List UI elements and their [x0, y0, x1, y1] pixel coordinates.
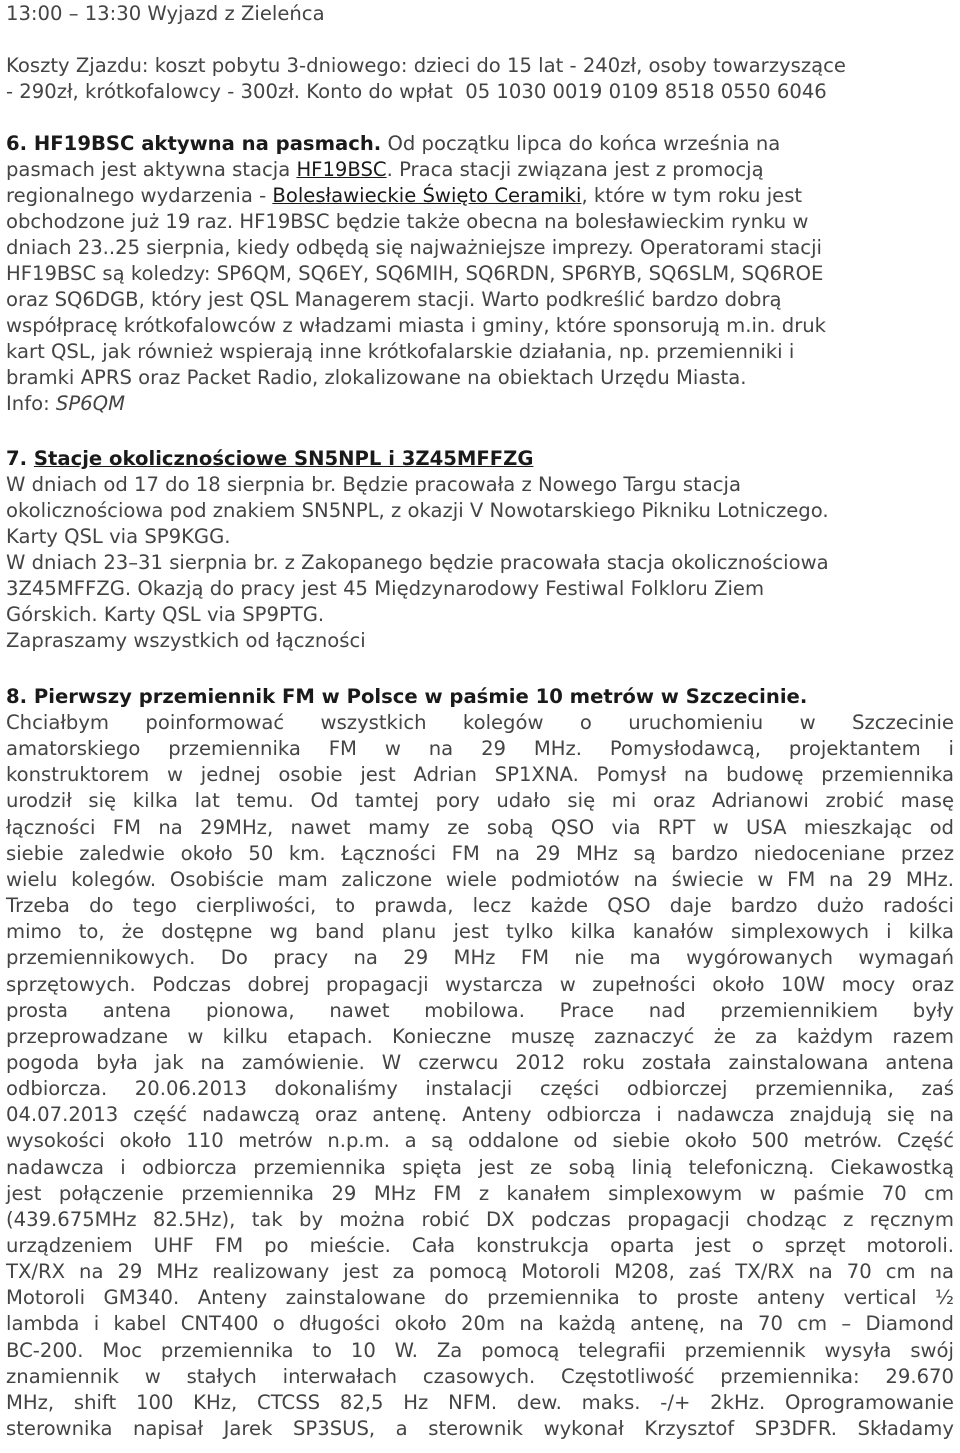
info-line: [6, 391, 125, 417]
section-7-number: 7.: [6, 447, 34, 470]
section-6-line-4: obchodzone już 19 raz. HF19BSC będzie także obecna na bolesławieckim rynku w: [6, 210, 809, 233]
section-8-line: urodził się kilka lat temu. Od tamtej pory udało się mi oraz Adrianowi zrobić masę: [6, 789, 954, 812]
section-6-line-10: bramki APRS oraz Packet Radio, zlokalizowane na obiektach Urzędu Miasta.: [6, 366, 747, 389]
costs-line-2: - 290zł, krótkofalowcy - 300zł. Konto do wpłat 05 1030 0019 0109 8518 0550 6046: [6, 80, 827, 103]
section-6-line-2: [6, 157, 764, 183]
section-7-line-6: Górskich. Karty QSL via SP9PTG.: [6, 603, 325, 626]
section-8-heading: 8. Pierwszy przemiennik FM w Polsce w paśmie 10 metrów w Szczecinie.: [6, 685, 808, 708]
section-8-line: 04.07.2013 część nadawczą oraz antenę. Anteny odbiorcza i nadawcza znajdują się na: [6, 1103, 954, 1126]
section-8-line: prosta antena pionowa, nawet mobilowa. Prace nad przemiennikiem były: [6, 999, 954, 1022]
section-6-text: . Praca stacji związana jest z promocją: [386, 158, 764, 181]
section-8-line: odbiorcza. 20.06.2013 dokonaliśmy instalacji części odbiorczej przemiennika, zaś: [6, 1077, 954, 1100]
costs-line-1: Koszty Zjazdu: koszt pobytu 3-dniowego: dzieci do 15 lat - 240zł, osoby towarzyszące: [6, 54, 846, 77]
section-7-line-4: W dniach 23–31 sierpnia br. z Zakopanego będzie pracowała stacja okolicznościowa: [6, 551, 829, 574]
section-8-line: sprzętowych. Podczas dobrej propagacji wystarcza w zupełności około 10W mocy oraz: [6, 973, 954, 996]
section-8-line: TX/RX na 29 MHz realizowany jest za pomocą Motoroli M208, zaś TX/RX na 70 cm na: [6, 1260, 954, 1283]
section-8-line: przemiennikowych. Do pracy na 29 MHz FM nie ma wygórowanych wymagań: [6, 946, 954, 969]
section-7-heading: [6, 446, 533, 472]
section-6-line-3: [6, 183, 802, 209]
section-7-line-7: Zapraszamy wszystkich od łączności: [6, 629, 366, 652]
section-6-text: , które w tym roku jest: [581, 184, 803, 207]
section-6-text: regionalnego wydarzenia -: [6, 184, 273, 207]
section-8-line: urządzeniem UHF FM po mieście. Cała konstrukcja oparta jest o sprzęt motoroli.: [6, 1234, 954, 1257]
section-8-line: amatorskiego przemiennika FM w na 29 MHz. Pomysłodawcą, projektantem i: [6, 737, 954, 760]
section-6-line-9: kart QSL, jak również wspierają inne krótkofalarskie działania, np. przemienniki i: [6, 340, 795, 363]
section-6-heading: 6. HF19BSC aktywna na pasmach.: [6, 132, 382, 155]
section-8-line: wysokości około 110 metrów n.p.m. a są oddalone od siebie około 500 metrów. Część: [6, 1129, 954, 1152]
section-8-line: Chciałbym poinformować wszystkich kolegów o uruchomieniu w Szczecinie: [6, 711, 954, 734]
section-8-line: wielu kolegów. Osobiście mam zaliczone wiele podmiotów na świecie w FM na 29 MHz.: [6, 868, 954, 891]
section-6-line-8: współpracę krótkofalowców z władzami miasta i gminy, które sponsorują m.in. druk: [6, 314, 827, 337]
info-label: Info:: [6, 392, 56, 415]
section-8-line: konstruktorem w jednej osobie jest Adrian SP1XNA. Pomysł na budowę przemiennika: [6, 763, 954, 786]
section-8-line: MHz, shift 100 KHz, CTCSS 82,5 Hz NFM. dew. maks. -/+ 2kHz. Oprogramowanie: [6, 1391, 954, 1414]
section-7-line-2: okolicznościowa pod znakiem SN5NPL, z okazji V Nowotarskiego Pikniku Lotniczego.: [6, 499, 829, 522]
section-7-line-3: Karty QSL via SP9KGG.: [6, 525, 231, 548]
section-8-line: siebie zaledwie około 50 km. Łączności FM na 29 MHz są bardzo niedoceniane przez: [6, 842, 954, 865]
section-8-line: Trzeba do tego cierpliwości, to prawda, lecz każde QSO daje bardzo dużo radości: [6, 894, 954, 917]
hf19bsc-link[interactable]: HF19BSC: [296, 158, 387, 181]
section-6-line-5: dniach 23..25 sierpnia, kiedy odbędą się najważniejsze imprezy. Operatorami stacji: [6, 236, 822, 259]
section-6-line-1: [6, 131, 780, 157]
section-8-line: nadawcza i odbiorcza przemiennika spięta jest ze sobą linią telefoniczną. Ciekawostką: [6, 1156, 954, 1179]
section-8-line: pogoda była jak na zamówienie. W czerwcu 2012 roku została zainstalowana antena: [6, 1051, 954, 1074]
section-8-line: Motoroli GM340. Anteny zainstalowane do przemiennika to proste anteny vertical ½: [6, 1286, 954, 1309]
section-8-line: przeprowadzane w kilku etapach. Konieczne muszę zaznaczyć że za każdym razem: [6, 1025, 954, 1048]
section-8-line: jest połączenie przemiennika 29 MHz FM z kanałem simplexowym w paśmie 70 cm: [6, 1182, 954, 1205]
section-8-line: (439.675MHz 82.5Hz), tak by można robić DX podczas propagacji chodząc z ręcznym: [6, 1208, 954, 1231]
section-8-line: BC-200. Moc przemiennika to 10 W. Za pomocą telegrafii przemiennik wysyła swój: [6, 1339, 954, 1362]
section-7-line-1: W dniach od 17 do 18 sierpnia br. Będzie pracowała z Nowego Targu stacja: [6, 473, 741, 496]
section-6-text: pasmach jest aktywna stacja: [6, 158, 297, 181]
section-8-line: lambda i kabel CNT400 o długości około 20m na każdą antenę, na 70 cm – Diamond: [6, 1312, 954, 1335]
schedule-line: 13:00 – 13:30 Wyjazd z Zieleńca: [6, 2, 325, 25]
section-6-line-6: HF19BSC są koledzy: SP6QM, SQ6EY, SQ6MIH, SQ6RDN, SP6RYB, SQ6SLM, SQ6ROE: [6, 262, 824, 285]
section-7-title: Stacje okolicznościowe SN5NPL i 3Z45MFFZG: [33, 447, 534, 470]
section-7-line-5: 3Z45MFFZG. Okazją do pracy jest 45 Międzynarodowy Festiwal Folkloru Ziem: [6, 577, 765, 600]
section-8-line: sterownika napisał Jarek SP3SUS, a sterownik wykonał Krzysztof SP3DFR. Składamy: [6, 1417, 954, 1440]
section-6-text: Od początku lipca do końca września na: [381, 132, 781, 155]
section-8-line: mimo to, że dostępne wg band planu jest tylko kilka kanałów simplexowych i kilka: [6, 920, 954, 943]
section-8-line: łączności FM na 29MHz, nawet mamy ze sobą QSO via RPT w USA mieszkając od: [6, 816, 954, 839]
section-6-line-7: oraz SQ6DGB, który jest QSL Managerem stacji. Warto podkreślić bardzo dobrą: [6, 288, 782, 311]
info-author: SP6QM: [55, 392, 125, 415]
section-8-line: znamiennik w stałych interwałach czasowych. Częstotliwość przemiennika: 29.670: [6, 1365, 954, 1388]
ceramics-festival-link[interactable]: Bolesławieckie Święto Ceramiki: [272, 184, 582, 207]
